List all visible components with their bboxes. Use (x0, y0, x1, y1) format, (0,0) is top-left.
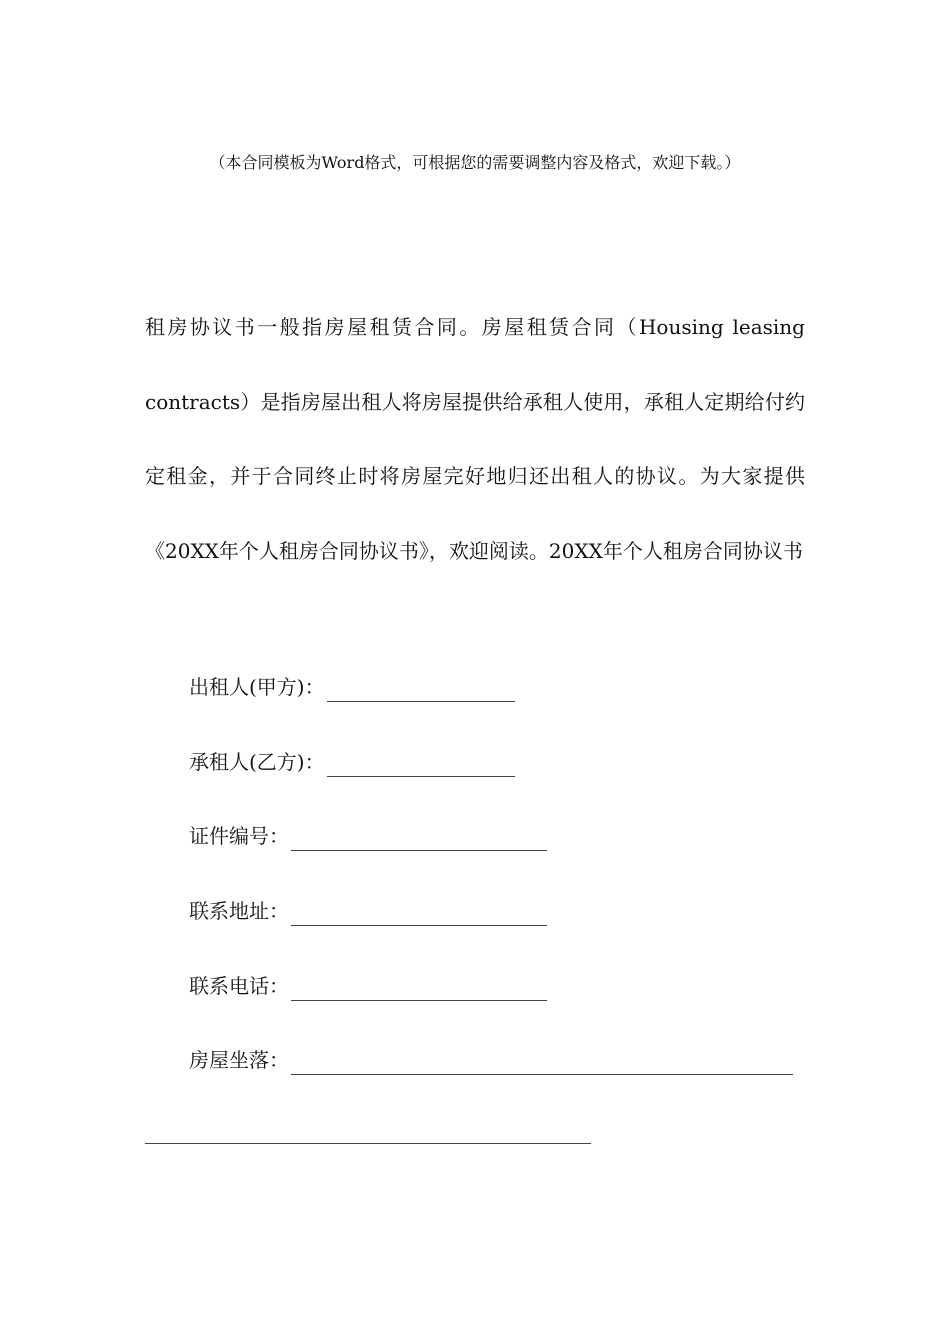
blank-line (327, 677, 515, 702)
field-lessor (189, 672, 515, 702)
field-label: 承租人(乙方)： (189, 750, 325, 774)
field-id-number (189, 821, 547, 851)
field-label: 联系地址： (189, 899, 289, 923)
field-property-location (189, 1045, 793, 1075)
intro-paragraph: 租房协议书一般指房屋租赁合同。房屋租赁合同（Housing leasing contracts）是指房屋出租人将房屋提供给承租人使用，承租人定期给付约定租金，并于合同终止时将房屋完好地归还出租人的协议。为大家提供《20XX年个人租房合同协议书》，欢迎阅读。20XX年个人租房合同协议书 (145, 315, 805, 563)
blank-line (291, 901, 547, 926)
field-label: 联系电话： (189, 974, 289, 998)
blank-line (327, 752, 515, 777)
field-address (189, 896, 547, 926)
field-label: 证件编号： (189, 824, 289, 848)
blank-line (291, 1050, 793, 1075)
field-label: 房屋坐落： (189, 1048, 289, 1072)
field-label: 出租人(甲方)： (189, 675, 325, 699)
template-note: （本合同模板为Word格式，可根据您的需要调整内容及格式，欢迎下载。） (209, 153, 741, 172)
blank-line (291, 826, 547, 851)
field-phone (189, 971, 547, 1001)
blank-line-continuation (145, 1143, 591, 1144)
field-lessee (189, 747, 515, 777)
blank-line (291, 976, 547, 1001)
